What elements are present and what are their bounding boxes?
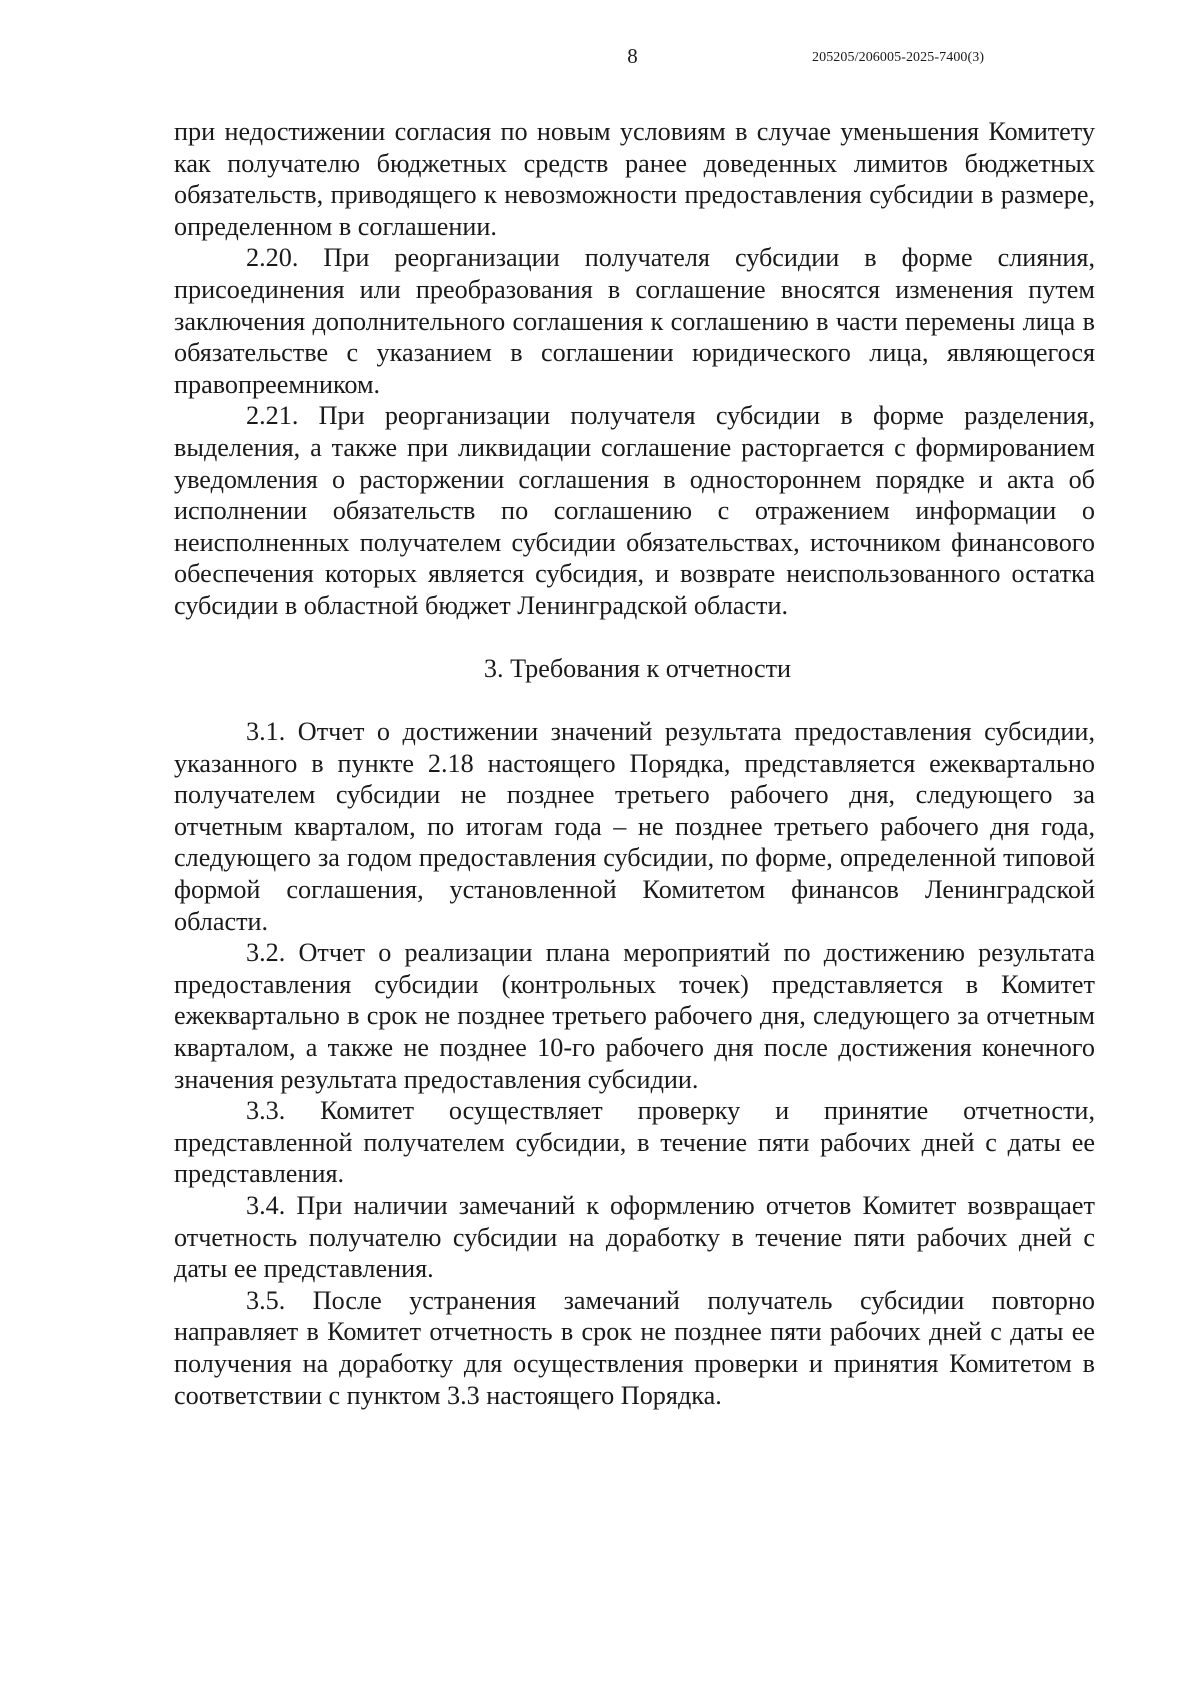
paragraph-2-20: 2.20. При реорганизации получателя субсидии в форме слияния, присоединения или преобразования в соглашение вносятся изменения путем заключения дополнительного соглашения к соглашению в части перемены лица в обязательстве с указанием в соглашении юридического лица, являющегося правопреемником. bbox=[174, 243, 1095, 399]
paragraph-2-21: 2.21. При реорганизации получателя субсидии в форме разделения, выделения, а также при ликвидации соглашение расторгается с формированием уведомления о расторжении соглашения в одностороннем порядке и акта об исполнении обязательств по соглашению с отражением информации о неисполненных получателем субсидии обязательствах, источником финансового обеспечения которых является субсидия, и возврате неиспользованного остатка субсидии в областной бюджет Ленинградской области. bbox=[174, 401, 1095, 620]
paragraph-3-1: 3.1. Отчет о достижении значений результата предоставления субсидии, указанного в пункте 2.18 настоящего Порядка, представляется ежеквартально получателем субсидии не позднее третьего рабочего дня, следующего за отчетным кварталом, по итогам года – не позднее третьего рабочего дня года, следующего за годом предоставления субсидии, по форме, определенной типовой формой соглашения, установленной Комитетом финансов Ленинградской области. bbox=[174, 717, 1095, 936]
paragraph-3-4: 3.4. При наличии замечаний к оформлению отчетов Комитет возвращает отчетность получателю субсидии на доработку в течение пяти рабочих дней с даты ее представления. bbox=[174, 1191, 1095, 1284]
document-id: 205205/206005-2025-7400(3) bbox=[812, 50, 985, 65]
paragraph-3-3: 3.3. Комитет осуществляет проверку и принятие отчетности, представленной получателем субсидии, в течение пяти рабочих дней с даты ее представления. bbox=[174, 1096, 1095, 1189]
paragraph-3-2: 3.2. Отчет о реализации плана мероприятий по достижению результата предоставления субсидии (контрольных точек) представляется в Комитет ежеквартально в срок не позднее третьего рабочего дня, следующего за отчетным кварталом, а также не позднее 10-го рабочего дня после достижения конечного значения результата предоставления субсидии. bbox=[174, 938, 1095, 1094]
page-number: 8 bbox=[627, 44, 638, 68]
paragraph-continuation: при недостижении согласия по новым условиям в случае уменьшения Комитету как получателю бюджетных средств ранее доведенных лимитов бюджетных обязательств, приводящего к невозможности предоставления субсидии в размере, определенном в соглашении. bbox=[174, 117, 1095, 241]
section-3-heading: 3. Требования к отчетности bbox=[483, 653, 792, 683]
paragraph-3-5: 3.5. После устранения замечаний получатель субсидии повторно направляет в Комитет отчетность в срок не позднее пяти рабочих дней с даты ее получения на доработку для осуществления проверки и принятия Комитетом в соответствии с пунктом 3.3 настоящего Порядка. bbox=[174, 1285, 1095, 1410]
document-body bbox=[174, 116, 1095, 1411]
